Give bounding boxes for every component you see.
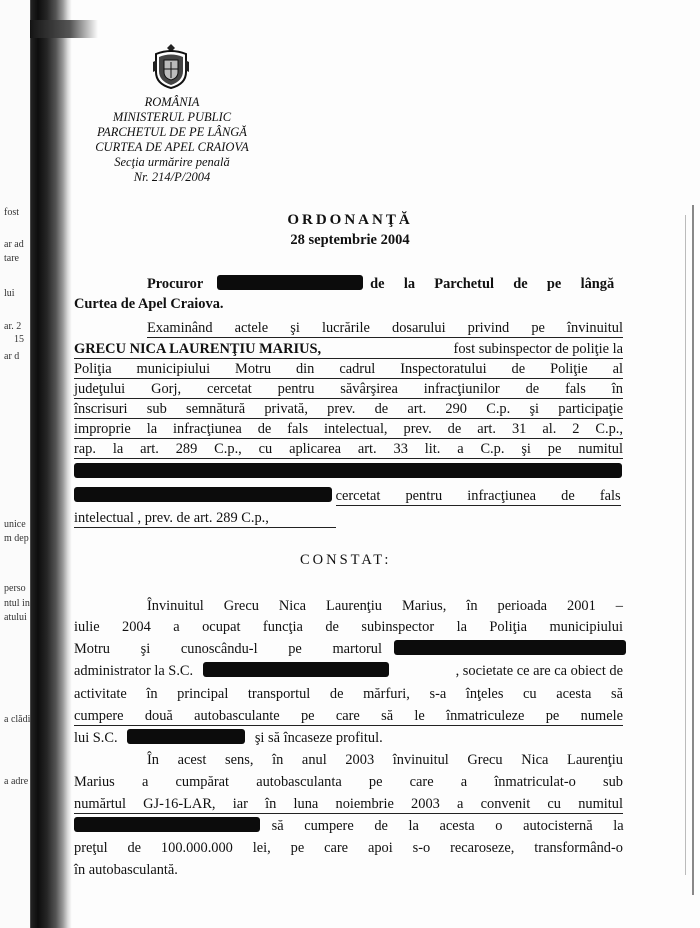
para3-line2: Marius a cumpărat autobasculanta pe care a înmatriculat-o sub: [74, 774, 623, 790]
redaction-bar: [74, 463, 622, 478]
prosecutor-line: Procuror de la Parchetul de pe lângă: [147, 276, 615, 292]
margin-fragment: perso: [4, 583, 26, 594]
para2-line5: activitate în principal transportul de mărfuri, s-a înţeles cu acesta să: [74, 686, 623, 702]
para1-line3: Poliţia municipiului Motru din cadrul Inspectoratului de Poliţie al: [74, 361, 623, 377]
para3-line1: În acest sens, în anul 2003 învinuitul Grecu Nica Laurenţiu: [147, 752, 623, 768]
para3-line4: să cumpere de la acesta o autocisternă la: [74, 817, 623, 835]
redaction-bar: [74, 817, 260, 832]
page-edge-line: [685, 215, 686, 875]
document-title: ORDONANŢĂ: [287, 212, 413, 228]
para1-line2: GRECU NICA LAURENŢIU MARIUS, fost subinspector de poliţie la: [74, 341, 623, 357]
margin-fragment: ar ad: [4, 239, 24, 250]
header-office-line1: PARCHETUL DE PE LÂNGĂ: [97, 125, 247, 139]
page-edge-line: [692, 205, 694, 895]
margin-fragment: lui: [4, 288, 15, 299]
header-section: Secţia urmărire penală: [114, 155, 230, 169]
para1-line9: cercetat pentru infracţiunea de fals: [74, 487, 623, 506]
para2-line1: Învinuitul Grecu Nica Laurenţiu Marius, în perioada 2001 –: [147, 598, 623, 614]
para1-line1: Examinând actele şi lucrările dosarului privind pe învinuitul: [147, 320, 623, 336]
para2-line7: lui S.C. şi să încaseze profitul.: [74, 730, 383, 746]
redaction-bar: [394, 640, 626, 655]
para3-line6: în autobasculantă.: [74, 862, 178, 878]
para1-line6: improprie la infracţiunea de fals intelectual, prev. de art. 31 al. 2 C.p.,: [74, 421, 623, 437]
para1-line7: rap. la art. 289 C.p., cu aplicarea art. 33 lit. a C.p. şi pe numitul: [74, 441, 623, 457]
header-office-line2: CURTEA DE APEL CRAIOVA: [95, 140, 249, 154]
court-line: Curtea de Apel Craiova.: [74, 296, 224, 312]
margin-fragment: 15: [14, 334, 24, 345]
margin-fragment: m dep: [4, 533, 29, 544]
para1-line10: intelectual , prev. de art. 289 C.p.,: [74, 509, 336, 528]
margin-fragment: ntul in: [4, 598, 30, 609]
redaction-bar: [217, 275, 363, 290]
header-country: ROMÂNIA: [144, 95, 200, 109]
margin-fragment: a adre: [4, 776, 29, 787]
redaction-bar: [203, 662, 389, 677]
section-heading-constat: CONSTAT:: [300, 552, 392, 568]
header-ministry: MINISTERUL PUBLIC: [112, 110, 232, 124]
para1-line5: înscrisuri sub semnătură privată, prev. de art. 290 C.p. şi participaţie: [74, 401, 623, 417]
margin-fragment: ar. 2: [4, 321, 22, 332]
scan-corner-shadow: [28, 20, 98, 38]
para2-line2: iulie 2004 a ocupat funcţia de subinspector la Poliţia municipiului: [74, 619, 623, 635]
document-date: 28 septembrie 2004: [290, 232, 410, 248]
para2-line4: administrator la S.C. , societate ce are ca obiect de: [74, 663, 623, 679]
margin-fragment: a clădi: [4, 714, 31, 725]
margin-fragment: tare: [4, 253, 19, 264]
margin-fragment: fost: [4, 207, 19, 218]
coat-of-arms-icon: [152, 42, 190, 90]
para2-line3: Motru şi cunoscându-l pe martorul: [74, 640, 623, 658]
redaction-bar: [127, 729, 245, 744]
issuer-header: [82, 95, 262, 185]
header-file-number: Nr. 214/P/2004: [133, 170, 211, 184]
redaction-bar: [74, 487, 332, 502]
para1-line8: [74, 463, 623, 481]
para3-line5: preţul de 100.000.000 lei, pe care apoi s-o recaroseze, transformând-o: [74, 840, 623, 856]
margin-fragment: unice: [4, 519, 26, 530]
previous-page-edge: [0, 0, 30, 928]
para1-line4: judeţului Gorj, cercetat pentru săvârşirea infracţiunilor de fals în: [74, 381, 623, 397]
para2-line6: cumpere două autobasculante pe care să le înmatriculeze pe numele: [74, 708, 623, 724]
margin-fragment: ar d: [4, 351, 20, 362]
margin-fragment: atului: [4, 612, 27, 623]
para3-line3: numărtul GJ-16-LAR, iar în luna noiembrie 2003 a convenit cu numitul: [74, 796, 623, 812]
